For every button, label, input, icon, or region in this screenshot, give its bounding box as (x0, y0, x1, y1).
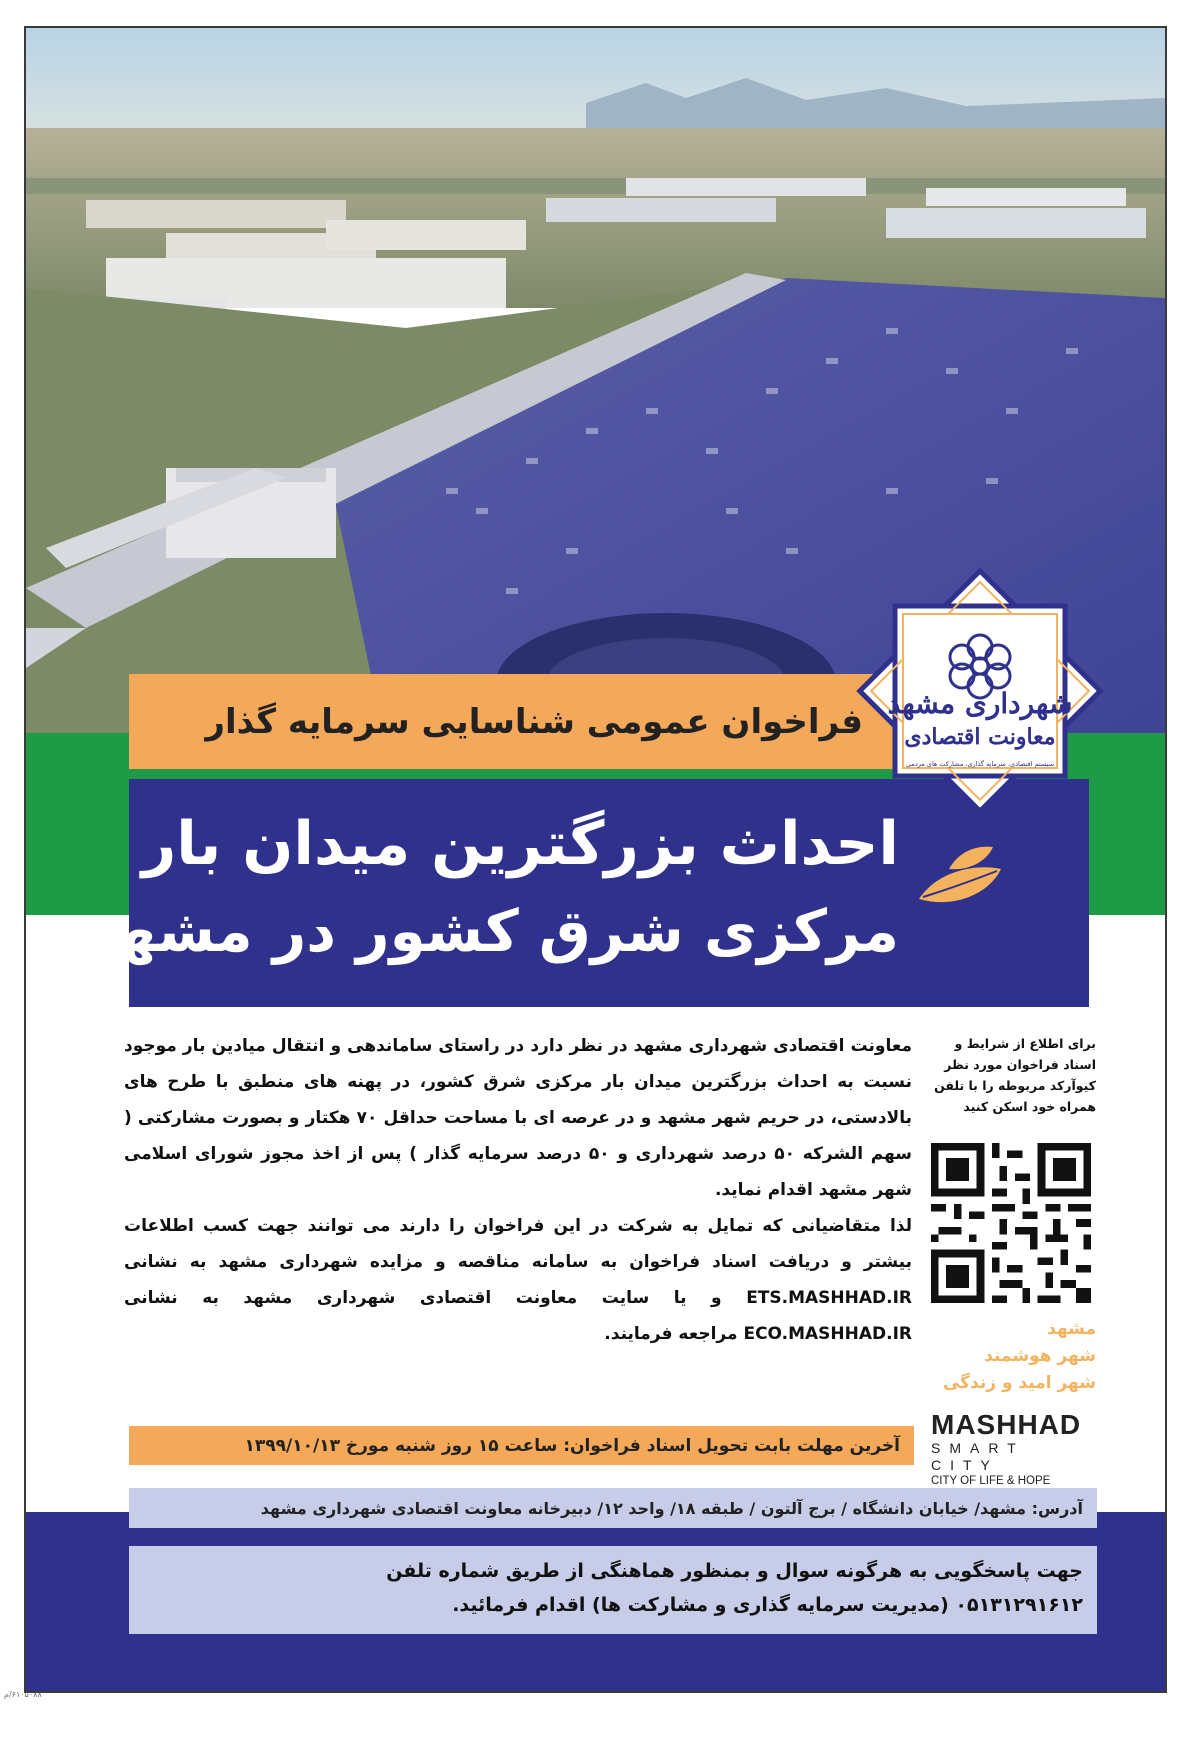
contact-line-2: ۰۵۱۳۱۲۹۱۶۱۲ (مدیریت سرمایه گذاری و مشارکت ها) اقدام فرمائید. (452, 1594, 1083, 1616)
emblem-title: شهرداری مشهد (887, 687, 1073, 720)
qr-code[interactable] (931, 1143, 1091, 1303)
contact-line-1: جهت پاسخگویی به هرگونه سوال و بمنظور هماهنگی از طریق شماره تلفن (386, 1560, 1083, 1582)
contact-box (129, 1546, 1097, 1634)
headline-line-1: احداث بزرگترین میدان بار (141, 809, 899, 879)
economic-website-link[interactable]: ECO.MASHHAD.IR (743, 1324, 912, 1344)
municipality-emblem (841, 552, 1119, 830)
slogan-line-2: شهر هوشمند (984, 1346, 1096, 1366)
paragraph-2-end: مراجعه فرمایند. (604, 1324, 738, 1344)
print-code: ۶۱۰۵۰۸۸/م (4, 1690, 42, 1699)
advertisement-frame (24, 26, 1167, 1693)
logo-tagline: CITY OF LIFE & HOPE (931, 1475, 1051, 1487)
qr-instructions: برای اطلاع از شرایط و اسناد فراخوان مورد نظر کیوآرکد مربوطه را با تلفن همراه خود اسکن کنید (934, 1036, 1096, 1114)
leaf-icon (909, 839, 1009, 919)
tender-website-link[interactable]: ETS.MASHHAD.IR (746, 1288, 913, 1308)
emblem-subtitle: معاونت اقتصادی (904, 724, 1056, 750)
address-bar (129, 1488, 1097, 1528)
headline-line-2: مرکزی شرق کشور در مشهد (85, 897, 899, 965)
banner-title: فراخوان عمومی شناسایی سرمایه گذار (205, 701, 863, 742)
slogan-line-1: مشهد (1047, 1319, 1096, 1339)
smart-city-logo (931, 1410, 1096, 1488)
deadline-bar (129, 1426, 914, 1465)
slogan-line-3: شهر امید و زندگی (942, 1373, 1096, 1393)
logo-subtitle: SMART CITY (931, 1440, 1025, 1473)
call-banner (129, 674, 895, 769)
paragraph-2-middle: و یا سایت معاونت اقتصادی شهرداری مشهد به نشانی (124, 1288, 722, 1308)
paragraph-1: معاونت اقتصادی شهرداری مشهد در نظر دارد در راستای ساماندهی و انتقال میادین بار موجود نسبت به احداث بزرگترین میدان بار مرکزی شرق کشور، در پهنه های منطبق با طرح های بالادستی، در حریم شهر مشهد و در عرصه ای با مساحت حداقل ۷۰ هکتار و بصورت مشارکتی ( سهم الشرکه ۵۰ درصد شهرداری و ۵۰ درصد سرمایه گذار ) پس از اخذ مجوز شورای اسلامی شهر مشهد اقدام نماید. (124, 1036, 913, 1200)
deadline-text: آخرین مهلت بابت تحویل اسناد فراخوان: ساعت ۱۵ روز شنبه مورخ ۱۳۹۹/۱۰/۱۳ (244, 1435, 900, 1456)
announcement-body (124, 1028, 912, 1352)
logo-title: MASHHAD (931, 1409, 1082, 1440)
emblem-tagline: سیستم اقتصادی، سرمایه گذاری، مشارکت های مردمی (905, 760, 1055, 768)
address-text: آدرس: مشهد/ خیابان دانشگاه / برج آلتون / طبقه ۱۸/ واحد ۱۲/ دبیرخانه معاونت اقتصادی شهرداری مشهد (260, 1498, 1083, 1518)
paragraph-2-start: لذا متقاضیانی که تمایل به شرکت در این فراخوان را دارند می توانند جهت کسب اطلاعات بیشتر و دریافت اسناد فراخوان به سامانه مناقصه و مزایده شهرداری مشهد به نشانی (124, 1216, 912, 1272)
city-slogan (926, 1316, 1096, 1397)
